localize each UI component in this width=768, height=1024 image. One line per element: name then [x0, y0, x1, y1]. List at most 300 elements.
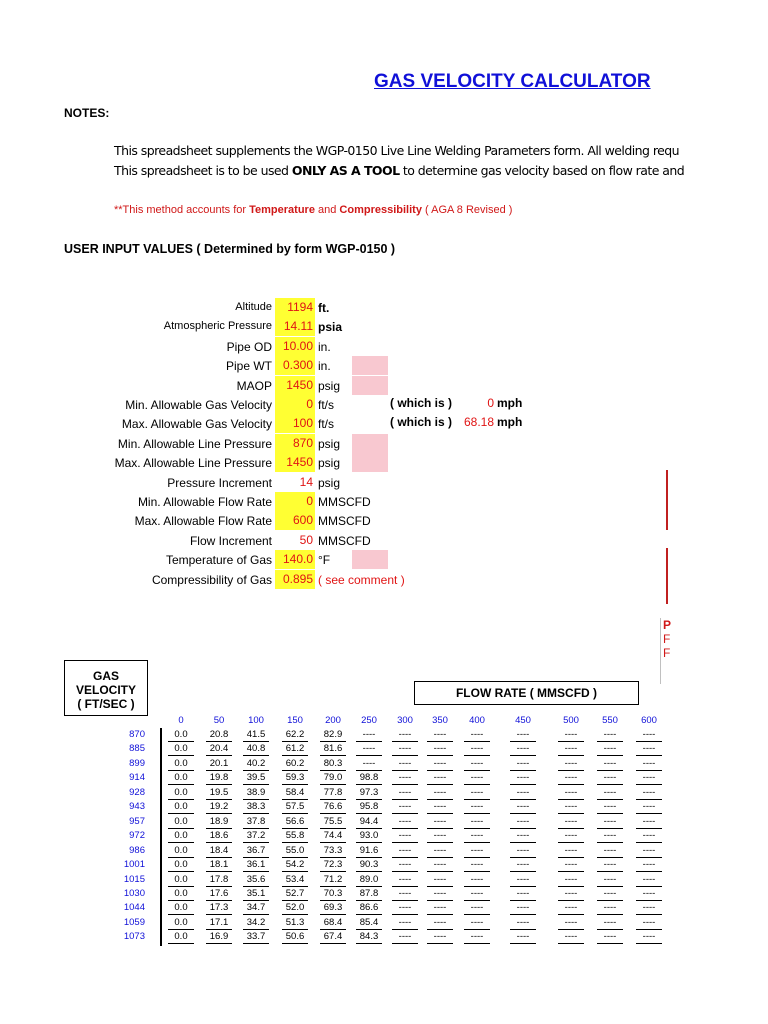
cell-underline: [320, 813, 346, 814]
pressure-row-label: 870: [129, 729, 145, 740]
velocity-cell: 20.4: [209, 743, 229, 754]
velocity-cell: ----: [398, 729, 412, 740]
input-label: Min. Allowable Flow Rate: [137, 495, 272, 509]
pressure-row-label: 1015: [123, 874, 145, 885]
cell-underline: [320, 784, 346, 785]
input-value[interactable]: 870: [275, 434, 315, 453]
cell-underline: [597, 755, 623, 756]
velocity-cell: 17.8: [209, 874, 229, 885]
velocity-cell: ----: [433, 743, 447, 754]
input-value[interactable]: 0: [275, 492, 315, 511]
velocity-cell: 17.3: [209, 902, 229, 913]
cell-underline: [243, 929, 269, 930]
velocity-cell: ----: [398, 917, 412, 928]
cell-underline: [464, 900, 490, 901]
velocity-cell: ----: [642, 845, 656, 856]
cell-underline: [168, 857, 194, 858]
velocity-cell: ----: [642, 743, 656, 754]
cell-underline: [243, 755, 269, 756]
velocity-cell: 81.6: [323, 743, 343, 754]
cell-underline: [636, 914, 662, 915]
input-unit: psig: [318, 456, 341, 470]
velocity-cell: ----: [398, 888, 412, 899]
input-label: Pressure Increment: [167, 476, 272, 490]
velocity-cell: 20.8: [209, 729, 229, 740]
cell-underline: [510, 842, 536, 843]
cell-underline: [282, 871, 308, 872]
velocity-cell: ----: [470, 888, 484, 899]
velocity-cell: 19.2: [209, 801, 229, 812]
velocity-cell: 60.2: [285, 758, 305, 769]
cell-underline: [597, 871, 623, 872]
cell-underline: [320, 799, 346, 800]
velocity-cell: 85.4: [359, 917, 379, 928]
which-is-label: ( which is ): [390, 396, 453, 410]
cell-underline: [356, 842, 382, 843]
velocity-cell: ----: [398, 816, 412, 827]
velocity-cell: ----: [564, 931, 578, 942]
velocity-cell: ----: [470, 729, 484, 740]
velocity-cell: ----: [433, 772, 447, 783]
velocity-cell: 57.5: [285, 801, 305, 812]
cell-underline: [168, 900, 194, 901]
cell-underline: [510, 770, 536, 771]
input-value[interactable]: 600: [275, 511, 315, 530]
velocity-cell: ----: [470, 917, 484, 928]
cell-underline: [636, 842, 662, 843]
cell-underline: [168, 842, 194, 843]
velocity-cell: ----: [564, 845, 578, 856]
cell-underline: [243, 886, 269, 887]
cell-underline: [320, 929, 346, 930]
velocity-cell: 94.4: [359, 816, 379, 827]
velocity-cell: ----: [433, 917, 447, 928]
pressure-row-label: 1059: [123, 917, 145, 928]
velocity-cell: 95.8: [359, 801, 379, 812]
velocity-cell: 76.6: [323, 801, 343, 812]
velocity-cell: ----: [603, 787, 617, 798]
cell-underline: [597, 828, 623, 829]
cell-underline: [636, 784, 662, 785]
cell-underline: [464, 914, 490, 915]
cell-underline: [168, 886, 194, 887]
velocity-cell: 19.8: [209, 772, 229, 783]
cell-underline: [243, 799, 269, 800]
velocity-cell: 16.9: [209, 931, 229, 942]
velocity-cell: 52.7: [285, 888, 305, 899]
cell-underline: [427, 900, 453, 901]
velocity-cell: ----: [603, 830, 617, 841]
velocity-cell: ----: [470, 772, 484, 783]
cell-underline: [427, 770, 453, 771]
input-value[interactable]: 14.11: [275, 317, 315, 336]
input-value[interactable]: 50: [299, 533, 313, 547]
cell-underline: [427, 813, 453, 814]
flow-rate-header: FLOW RATE ( MMSCFD ): [414, 681, 639, 705]
input-unit: psig: [318, 437, 341, 451]
cell-underline: [597, 799, 623, 800]
cell-underline: [320, 828, 346, 829]
velocity-cell: ----: [603, 845, 617, 856]
velocity-cell: 52.0: [285, 902, 305, 913]
cell-underline: [597, 842, 623, 843]
velocity-cell: 40.8: [246, 743, 266, 754]
velocity-cell: ----: [642, 931, 656, 942]
velocity-cell: ----: [398, 830, 412, 841]
velocity-cell: ----: [603, 902, 617, 913]
input-label: Min. Allowable Line Pressure: [117, 437, 272, 451]
cell-underline: [206, 929, 232, 930]
input-label: Pipe WT: [225, 359, 272, 373]
pressure-row-label: 928: [129, 787, 145, 798]
input-value[interactable]: 0.895: [275, 570, 315, 589]
cell-underline: [636, 828, 662, 829]
velocity-cell: ----: [470, 902, 484, 913]
velocity-cell: ----: [516, 874, 530, 885]
input-value[interactable]: 140.0: [275, 550, 315, 569]
cell-underline: [243, 900, 269, 901]
cell-underline: [168, 871, 194, 872]
pressure-row-label: 885: [129, 743, 145, 754]
velocity-cell: 35.1: [246, 888, 266, 899]
note-line-2-emphasis: ONLY AS A TOOL: [291, 163, 400, 178]
input-label: MAOP: [236, 379, 272, 393]
velocity-cell: 34.7: [246, 902, 266, 913]
velocity-cell: ----: [398, 758, 412, 769]
cell-underline: [282, 914, 308, 915]
velocity-cell: 56.6: [285, 816, 305, 827]
velocity-cell: 18.4: [209, 845, 229, 856]
velocity-cell: ----: [433, 931, 447, 942]
velocity-cell: ----: [433, 816, 447, 827]
cell-underline: [206, 755, 232, 756]
velocity-cell: ----: [642, 816, 656, 827]
cell-underline: [427, 871, 453, 872]
input-label: Atmospheric Pressure: [163, 320, 272, 332]
cell-underline: [206, 741, 232, 742]
velocity-cell: ----: [516, 729, 530, 740]
velocity-cell: 0.0: [174, 917, 188, 928]
cell-underline: [636, 799, 662, 800]
cell-underline: [392, 900, 418, 901]
cell-underline: [636, 900, 662, 901]
velocity-cell: ----: [398, 845, 412, 856]
cell-underline: [392, 770, 418, 771]
cell-underline: [356, 799, 382, 800]
velocity-cell: 61.2: [285, 743, 305, 754]
min-mph-value: 0: [487, 396, 494, 410]
velocity-cell: ----: [470, 801, 484, 812]
cell-underline: [636, 741, 662, 742]
cell-underline: [392, 799, 418, 800]
cell-underline: [597, 914, 623, 915]
input-unit: MMSCFD: [318, 514, 371, 528]
velocity-cell: ----: [642, 874, 656, 885]
velocity-cell: ----: [603, 772, 617, 783]
velocity-cell: ----: [362, 729, 376, 740]
cell-underline: [392, 943, 418, 944]
cell-underline: [206, 770, 232, 771]
velocity-cell: ----: [516, 758, 530, 769]
velocity-cell: ----: [564, 729, 578, 740]
gas-velocity-header-line: VELOCITY: [75, 683, 136, 697]
cell-underline: [558, 943, 584, 944]
velocity-cell: ----: [603, 859, 617, 870]
velocity-cell: ----: [642, 787, 656, 798]
cell-underline: [392, 857, 418, 858]
velocity-cell: 0.0: [174, 816, 188, 827]
velocity-cell: ----: [516, 845, 530, 856]
cell-underline: [356, 886, 382, 887]
cell-underline: [206, 842, 232, 843]
method-note-end: ( AGA 8 Revised ): [421, 204, 513, 216]
which-is-label: ( which is ): [390, 415, 453, 429]
velocity-cell: ----: [564, 917, 578, 928]
cell-underline: [558, 741, 584, 742]
velocity-cell: ----: [433, 758, 447, 769]
cut-off-text: P: [663, 618, 672, 632]
velocity-cell: 18.1: [209, 859, 229, 870]
velocity-cell: 0.0: [174, 888, 188, 899]
cell-underline: [427, 929, 453, 930]
velocity-cell: ----: [362, 743, 376, 754]
velocity-cell: 74.4: [323, 830, 343, 841]
method-note-compressibility: Compressibility: [339, 204, 422, 216]
highlight-cell: [352, 376, 388, 395]
cell-underline: [356, 871, 382, 872]
cell-underline: [464, 871, 490, 872]
cell-underline: [464, 741, 490, 742]
velocity-cell: ----: [564, 787, 578, 798]
cell-underline: [510, 929, 536, 930]
cell-underline: [464, 943, 490, 944]
velocity-cell: ----: [564, 902, 578, 913]
velocity-cell: ----: [603, 729, 617, 740]
cell-underline: [320, 900, 346, 901]
velocity-cell: 55.8: [285, 830, 305, 841]
velocity-cell: 69.3: [323, 902, 343, 913]
velocity-cell: 33.7: [246, 931, 266, 942]
velocity-cell: 0.0: [174, 931, 188, 942]
input-unit: MMSCFD: [318, 534, 371, 548]
gas-velocity-header-line: GAS: [92, 669, 119, 683]
gas-velocity-header: [64, 660, 148, 716]
cell-underline: [282, 755, 308, 756]
input-value[interactable]: 10.00: [275, 337, 315, 356]
cell-underline: [243, 828, 269, 829]
velocity-cell: ----: [470, 787, 484, 798]
velocity-cell: ----: [516, 917, 530, 928]
cell-underline: [558, 755, 584, 756]
velocity-cell: 73.3: [323, 845, 343, 856]
cell-underline: [510, 799, 536, 800]
cell-underline: [282, 842, 308, 843]
velocity-cell: 41.5: [246, 729, 266, 740]
cell-underline: [282, 828, 308, 829]
cell-underline: [282, 900, 308, 901]
velocity-cell: ----: [603, 758, 617, 769]
cell-underline: [320, 741, 346, 742]
notes-heading: NOTES:: [64, 106, 110, 120]
velocity-cell: ----: [642, 902, 656, 913]
cell-underline: [558, 886, 584, 887]
flow-rate-column-header: 400: [469, 715, 485, 726]
cell-underline: [206, 784, 232, 785]
velocity-cell: 68.4: [323, 917, 343, 928]
velocity-cell: 0.0: [174, 902, 188, 913]
cell-underline: [206, 886, 232, 887]
cell-underline: [168, 914, 194, 915]
velocity-cell: 37.8: [246, 816, 266, 827]
velocity-cell: ----: [564, 758, 578, 769]
cell-underline: [356, 929, 382, 930]
velocity-cell: 90.3: [359, 859, 379, 870]
velocity-cell: 37.2: [246, 830, 266, 841]
cell-underline: [510, 813, 536, 814]
cell-underline: [427, 784, 453, 785]
velocity-cell: ----: [642, 801, 656, 812]
cell-underline: [558, 770, 584, 771]
velocity-cell: ----: [470, 758, 484, 769]
input-unit: psia: [318, 320, 343, 334]
input-value[interactable]: 1194: [275, 298, 315, 317]
flow-rate-column-header: 300: [397, 715, 413, 726]
cell-underline: [510, 943, 536, 944]
cell-underline: [464, 857, 490, 858]
input-label: Temperature of Gas: [165, 553, 272, 567]
max-mph-value: 68.18: [463, 415, 494, 429]
velocity-cell: 0.0: [174, 874, 188, 885]
cell-underline: [356, 857, 382, 858]
cell-underline: [320, 914, 346, 915]
input-value[interactable]: 100: [275, 414, 315, 433]
velocity-cell: 93.0: [359, 830, 379, 841]
input-unit: psig: [318, 379, 341, 393]
velocity-cell: ----: [603, 874, 617, 885]
velocity-cell: ----: [470, 931, 484, 942]
cell-underline: [427, 828, 453, 829]
cell-underline: [558, 799, 584, 800]
cell-underline: [464, 770, 490, 771]
cell-underline: [206, 914, 232, 915]
cell-underline: [356, 943, 382, 944]
velocity-cell: 17.6: [209, 888, 229, 899]
cell-underline: [356, 813, 382, 814]
velocity-cell: 67.4: [323, 931, 343, 942]
velocity-cell: 39.5: [246, 772, 266, 783]
velocity-cell: 0.0: [174, 758, 188, 769]
cell-underline: [510, 900, 536, 901]
cell-underline: [206, 857, 232, 858]
flow-rate-column-header: 350: [432, 715, 448, 726]
pressure-row-label: 1044: [123, 902, 145, 913]
cell-underline: [282, 813, 308, 814]
velocity-cell: 0.0: [174, 801, 188, 812]
input-value[interactable]: 14: [299, 475, 313, 489]
table-vertical-rule: [160, 728, 162, 946]
velocity-cell: ----: [433, 859, 447, 870]
cell-underline: [464, 842, 490, 843]
cell-underline: [243, 871, 269, 872]
cell-underline: [282, 770, 308, 771]
cell-underline: [510, 784, 536, 785]
input-unit: psig: [318, 476, 341, 490]
cell-underline: [356, 900, 382, 901]
input-value[interactable]: 1450: [275, 376, 315, 395]
cell-underline: [206, 871, 232, 872]
cell-underline: [427, 943, 453, 944]
pressure-row-label: 943: [129, 801, 145, 812]
velocity-cell: ----: [603, 801, 617, 812]
velocity-cell: 86.6: [359, 902, 379, 913]
velocity-cell: ----: [516, 787, 530, 798]
pressure-row-label: 899: [129, 758, 145, 769]
cell-underline: [597, 741, 623, 742]
cell-underline: [597, 770, 623, 771]
input-value[interactable]: 0: [275, 395, 315, 414]
cell-underline: [356, 828, 382, 829]
velocity-cell: ----: [398, 859, 412, 870]
velocity-cell: ----: [642, 729, 656, 740]
input-unit: ft.: [318, 301, 330, 315]
velocity-cell: ----: [433, 874, 447, 885]
velocity-cell: ----: [603, 931, 617, 942]
velocity-cell: ----: [470, 859, 484, 870]
cell-underline: [427, 842, 453, 843]
velocity-cell: ----: [433, 845, 447, 856]
velocity-cell: 51.3: [285, 917, 305, 928]
velocity-cell: 19.5: [209, 787, 229, 798]
cell-underline: [168, 943, 194, 944]
flow-rate-column-header: 200: [325, 715, 341, 726]
cell-underline: [392, 871, 418, 872]
cell-underline: [427, 857, 453, 858]
velocity-cell: ----: [564, 772, 578, 783]
method-note-temperature: Temperature: [249, 204, 315, 216]
velocity-cell: ----: [516, 902, 530, 913]
velocity-cell: ----: [603, 917, 617, 928]
input-value[interactable]: 1450: [275, 453, 315, 472]
velocity-cell: 0.0: [174, 845, 188, 856]
velocity-cell: ----: [398, 902, 412, 913]
cell-underline: [597, 857, 623, 858]
cell-underline: [392, 741, 418, 742]
cell-underline: [464, 799, 490, 800]
velocity-cell: ----: [433, 902, 447, 913]
input-label: Max. Allowable Flow Rate: [134, 514, 272, 528]
velocity-cell: ----: [603, 743, 617, 754]
cell-underline: [243, 857, 269, 858]
cell-underline: [558, 842, 584, 843]
velocity-cell: ----: [603, 888, 617, 899]
velocity-cell: 55.0: [285, 845, 305, 856]
cell-underline: [243, 770, 269, 771]
cell-underline: [636, 871, 662, 872]
flow-rate-column-header: 50: [213, 715, 225, 726]
velocity-cell: 50.6: [285, 931, 305, 942]
cell-underline: [464, 813, 490, 814]
velocity-cell: 54.2: [285, 859, 305, 870]
cell-underline: [597, 784, 623, 785]
input-unit: °F: [318, 553, 331, 567]
mph-unit: mph: [497, 415, 523, 429]
velocity-cell: 97.3: [359, 787, 379, 798]
cell-underline: [510, 871, 536, 872]
velocity-cell: 40.2: [246, 758, 266, 769]
cell-underline: [168, 755, 194, 756]
highlight-cell: [352, 356, 388, 375]
input-value[interactable]: 0.300: [275, 356, 315, 375]
